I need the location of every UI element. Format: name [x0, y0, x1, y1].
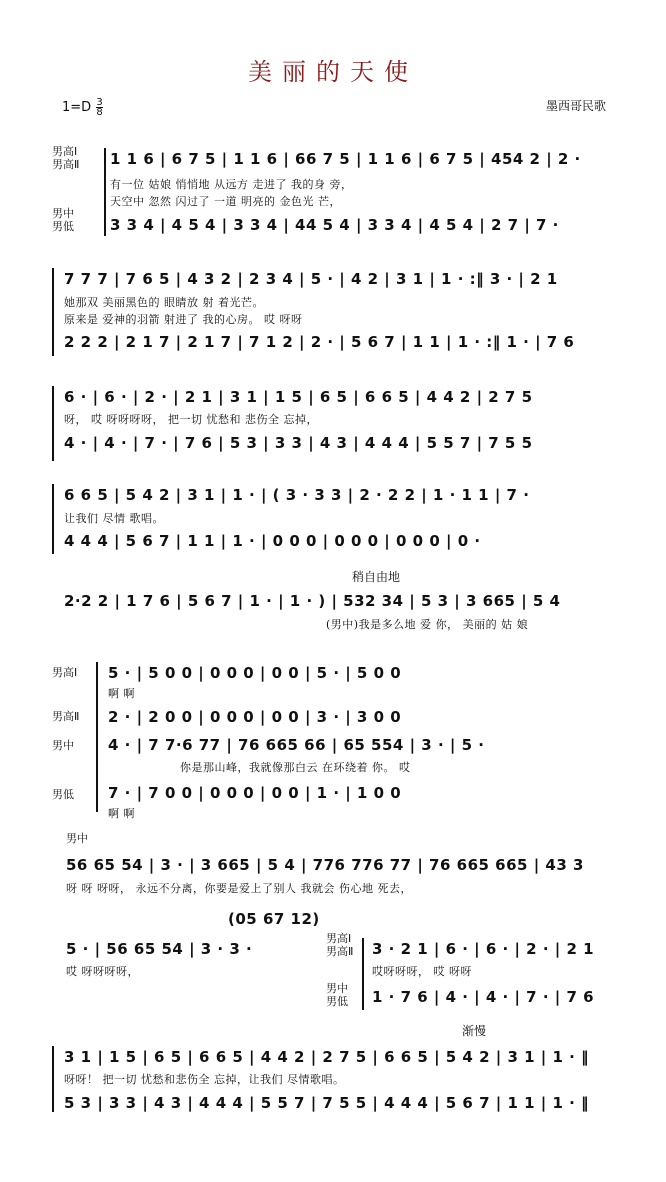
key-label: 1=D [62, 100, 92, 115]
time-sig-bottom: 8 [96, 107, 103, 118]
score-line-high1: 5 · | 5 0 0 | 0 0 0 | 0 0 | 5 · | 5 0 0 [108, 664, 402, 682]
lyric-line: 她那双 美丽黑色的 眼睛放 射 着光芒。 [64, 296, 264, 309]
voice-label-low: 男中 男低 [326, 982, 348, 1008]
lyric-line: 呀， 哎 呀呀呀呀， 把一切 忧愁和 悲伤全 忘掉， [64, 413, 318, 426]
score-line-lower: 2 2 2 | 2 1 7 | 2 1 7 | 7 1 2 | 2 · | 5 6 7 | 1 1 | 1 · :‖ 1 · | 7 6 [64, 333, 575, 351]
score-line-low: 7 · | 7 0 0 | 0 0 0 | 0 0 | 1 · | 1 0 0 [108, 784, 402, 802]
score-line-solo: 56 65 54 | 3 · | 3 665 | 5 4 | 776 776 77 | 76 665 665 | 43 3 [66, 856, 584, 874]
lyric-line: 呀呀！ 把一切 忧愁和悲伤全 忘掉，让我们 尽情歌唱。 [64, 1073, 345, 1086]
instrumental-interlude: (05 67 12) [228, 910, 320, 928]
score-line-lower: 4 4 4 | 5 6 7 | 1 1 | 1 · | 0 0 0 | 0 0 0 | 0 0 0 | 0 · [64, 532, 481, 550]
score-line-upper: 7 7 7 | 7 6 5 | 4 3 2 | 2 3 4 | 5 · | 4 2 | 3 1 | 1 · :‖ 3 · | 2 1 [64, 270, 558, 288]
score-line-lower: 1 · 7 6 | 4 · | 4 · | 7 · | 7 6 [372, 988, 595, 1006]
lyric-line: 你是那山峰，我就像那白云 在环绕着 你。 哎 [180, 761, 411, 774]
voice-label-low: 男低 [52, 788, 74, 801]
score-line-mid: 4 · | 7 7·6 77 | 76 665 66 | 65 554 | 3 · | 5 · [108, 736, 485, 754]
lyric-line: 哎 呀呀呀呀， [66, 965, 139, 978]
voice-label-mid: 男中 [66, 832, 88, 845]
score-line-upper: 3 · 2 1 | 6 · | 6 · | 2 · | 2 1 [372, 940, 595, 958]
system-bracket [52, 386, 54, 461]
lyric-line: 让我们 尽情 歌唱。 [64, 512, 164, 525]
system-bracket [52, 484, 54, 554]
score-line-upper: 6 6 5 | 5 4 2 | 3 1 | 1 · | ( 3 · 3 3 | 2 · 2 2 | 1 · 1 1 | 7 · [64, 486, 530, 504]
composer: 墨西哥民歌 [545, 99, 606, 113]
system-bracket [52, 268, 54, 356]
voice-label-high1: 男高Ⅰ [52, 666, 78, 679]
lyric-line: 哎呀呀呀， 哎 呀呀 [372, 965, 472, 978]
score-line-lower: 5 3 | 3 3 | 4 3 | 4 4 4 | 5 5 7 | 7 5 5 | 4 4 4 | 5 6 7 | 1 1 | 1 · ‖ [64, 1094, 590, 1112]
voice-label-high: 男高Ⅰ 男高Ⅱ [326, 932, 354, 958]
time-signature [96, 98, 102, 117]
voice-label-low: 男中 男低 [52, 207, 74, 233]
voice-label-mid: 男中 [52, 739, 74, 752]
system-bracket [104, 148, 106, 236]
lyric-line: (男中)我是多么地 爱 你， 美丽的 姑 娘 [326, 618, 529, 631]
system-bracket [96, 662, 98, 812]
page-title: 美丽的天使 [248, 58, 418, 86]
lyric-line: 天空中 忽然 闪过了 一道 明亮的 金色光 芒， [110, 195, 341, 208]
score-line-lower: 4 · | 4 · | 7 · | 7 6 | 5 3 | 3 3 | 4 3 | 4 4 4 | 5 5 7 | 7 5 5 [64, 434, 533, 452]
score-line-solo: 2·2 2 | 1 7 6 | 5 6 7 | 1 · | 1 · ) | 532 34 | 5 3 | 3 665 | 5 4 [64, 592, 561, 610]
score-line-upper: 1 1 6 | 6 7 5 | 1 1 6 | 66 7 5 | 1 1 6 | 6 7 5 | 454 2 | 2 · [110, 150, 581, 168]
voice-label-high: 男高Ⅰ 男高Ⅱ [52, 145, 80, 171]
score-line-upper: 3 1 | 1 5 | 6 5 | 6 6 5 | 4 4 2 | 2 7 5 | 6 6 5 | 5 4 2 | 3 1 | 1 · ‖ [64, 1048, 590, 1066]
score-line-upper: 6 · | 6 · | 2 · | 2 1 | 3 1 | 1 5 | 6 5 | 6 6 5 | 4 4 2 | 2 7 5 [64, 388, 533, 406]
score-line-solo: 5 · | 56 65 54 | 3 · 3 · [66, 940, 253, 958]
score-line-lower: 3 3 4 | 4 5 4 | 3 3 4 | 44 5 4 | 3 3 4 | 4 5 4 | 2 7 | 7 · [110, 216, 559, 234]
voice-label-high2: 男高Ⅱ [52, 710, 80, 723]
score-line-high2: 2 · | 2 0 0 | 0 0 0 | 0 0 | 3 · | 3 0 0 [108, 708, 402, 726]
lyric-line: 呀 呀 呀呀， 永远不分离，你要是爱上了别人 我就会 伤心地 死去， [66, 882, 412, 895]
lyric-line: 啊 啊 [108, 807, 135, 820]
key-signature [62, 98, 103, 117]
lyric-line: 原来是 爱神的羽箭 射进了 我的心房。 哎 呀呀 [64, 313, 303, 326]
lyric-line: 有一位 姑娘 悄悄地 从远方 走进了 我的身 旁， [110, 178, 353, 191]
system-bracket [362, 938, 364, 1010]
time-sig-top: 3 [96, 97, 103, 108]
system-bracket [52, 1046, 54, 1112]
tempo-marking: 稍自由地 [352, 570, 401, 584]
lyric-line: 啊 啊 [108, 687, 135, 700]
tempo-marking: 渐慢 [462, 1024, 487, 1038]
